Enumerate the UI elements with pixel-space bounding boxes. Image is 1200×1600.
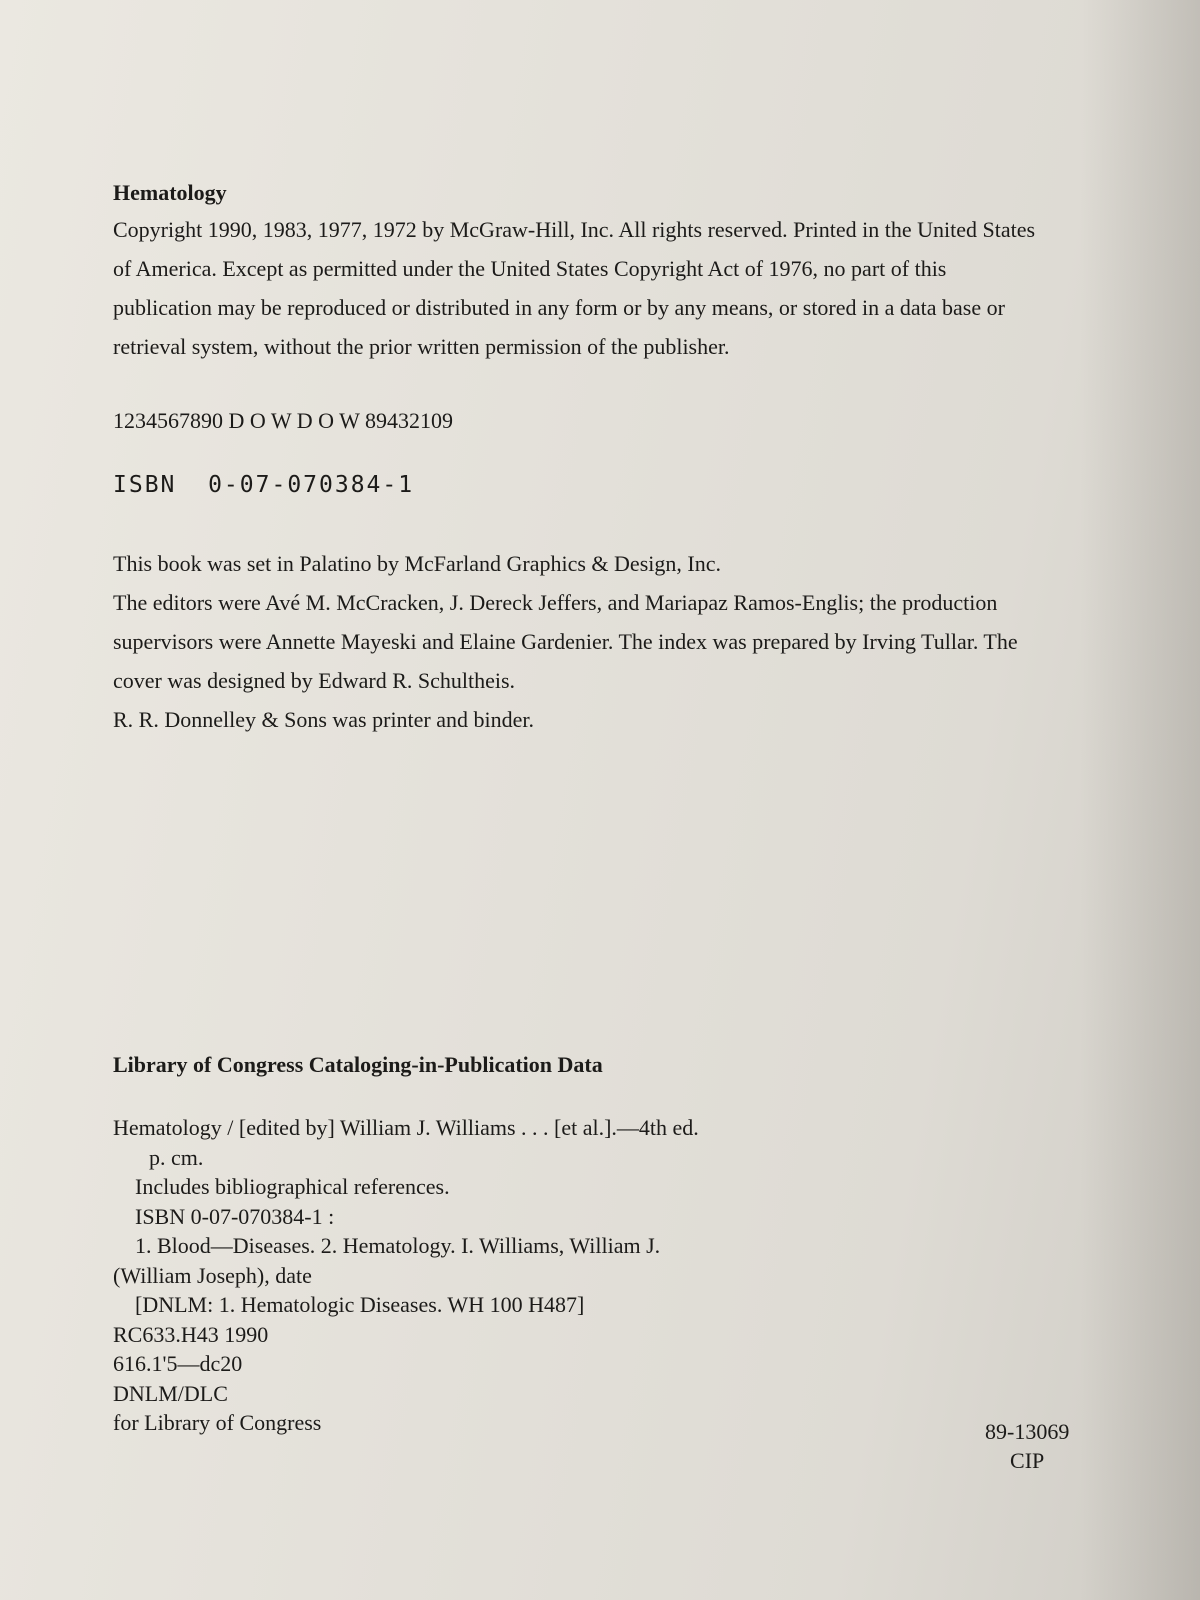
cip-line: RC633.H43 1990: [113, 1321, 269, 1347]
page-edge-shadow: [1080, 0, 1200, 1600]
cip-line: Hematology / [edited by] William J. Williams . . . [et al.].—4th ed.: [113, 1115, 699, 1140]
cip-line: p. cm.: [149, 1144, 204, 1170]
printing-line: 1234567890 D O W D O W 89432109: [113, 408, 453, 433]
production-credits: [113, 544, 1063, 739]
cip-record: [113, 1113, 699, 1438]
cip-line: 1. Blood—Diseases. 2. Hematology. I. Williams, William J.: [135, 1233, 661, 1258]
cip-line: ISBN 0-07-070384-1 :: [135, 1203, 335, 1229]
typesetting-credit: This book was set in Palatino by McFarland Graphics & Design, Inc.: [113, 551, 721, 576]
copyright-notice: Copyright 1990, 1983, 1977, 1972 by McGraw-Hill, Inc. All rights reserved. Printed in the United States of America. Except as permitted under the United States Copyright Act of 1976, no part of this publication may be reproduced or distributed in any form or by any means, or stored in a data base or retrieval system, without the prior written permission of the publisher.: [113, 217, 1036, 359]
cip-label: CIP: [1010, 1448, 1045, 1473]
copyright-page: [113, 180, 1093, 739]
cip-heading: Library of Congress Cataloging-in-Publication Data: [113, 1052, 603, 1077]
cip-line: [DNLM: 1. Hematologic Diseases. WH 100 H487]: [135, 1292, 585, 1317]
cip-line: Includes bibliographical references.: [135, 1174, 450, 1199]
cip-card-info: [985, 1417, 1069, 1475]
editors-credit: The editors were Avé M. McCracken, J. Dereck Jeffers, and Mariapaz Ramos-Englis; the production supervisors were Annette Mayeski and Elaine Gardenier. The index was prepared by Irving Tullar. The cover was designed by Edward R. Schultheis.: [113, 590, 1018, 693]
cip-line: for Library of Congress: [113, 1410, 322, 1435]
isbn-line: ISBN 0-07-070384-1: [113, 472, 415, 498]
cip-line: DNLM/DLC: [113, 1380, 228, 1406]
printer-credit: R. R. Donnelley & Sons was printer and binder.: [113, 707, 535, 732]
cip-line: (William Joseph), date: [113, 1262, 312, 1288]
lc-card-number: 89-13069: [985, 1419, 1070, 1444]
book-title: Hematology: [113, 180, 227, 205]
cip-line: 616.1'5—dc20: [113, 1351, 243, 1376]
